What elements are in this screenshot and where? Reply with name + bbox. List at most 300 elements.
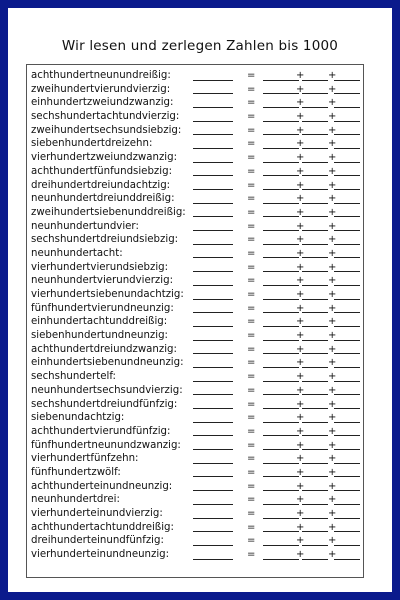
exercise-row [31, 137, 361, 151]
plus-sign: + [296, 316, 305, 328]
plus-sign: + [296, 371, 305, 383]
plus-sign: + [296, 357, 305, 369]
tens-blank[interactable] [302, 107, 328, 108]
plus-sign: + [328, 398, 337, 410]
equals-sign: = [247, 357, 256, 369]
exercise-row [31, 480, 361, 494]
answer-number-blank[interactable] [193, 285, 233, 286]
answer-number-blank[interactable] [193, 216, 233, 217]
equals-sign: = [247, 206, 256, 218]
hundreds-blank[interactable] [263, 244, 299, 245]
plus-sign: + [328, 193, 337, 205]
tens-blank[interactable] [302, 490, 328, 491]
hundreds-blank[interactable] [263, 93, 299, 94]
exercise-row [31, 124, 361, 138]
number-word: einhundertachtunddreißig: [31, 316, 168, 328]
exercise-row [31, 288, 361, 302]
tens-blank[interactable] [302, 257, 328, 258]
plus-sign: + [296, 508, 305, 519]
equals-sign: = [247, 494, 256, 506]
ones-blank[interactable] [334, 189, 360, 190]
tens-blank[interactable] [302, 203, 328, 204]
ones-blank[interactable] [334, 285, 360, 286]
hundreds-blank[interactable] [263, 107, 299, 108]
ones-blank[interactable] [334, 134, 360, 135]
ones-blank[interactable] [334, 203, 360, 204]
tens-blank[interactable] [302, 312, 328, 313]
ones-blank[interactable] [334, 518, 360, 519]
tens-blank[interactable] [302, 271, 328, 272]
plus-sign: + [328, 247, 337, 259]
hundreds-blank[interactable] [263, 422, 299, 423]
plus-sign: + [328, 343, 337, 355]
plus-sign: + [296, 466, 305, 478]
answer-number-blank[interactable] [193, 230, 233, 231]
hundreds-blank[interactable] [263, 312, 299, 313]
ones-blank[interactable] [334, 271, 360, 272]
equals-sign: = [247, 138, 256, 150]
plus-sign: + [296, 234, 305, 246]
tens-blank[interactable] [302, 449, 328, 450]
answer-number-blank[interactable] [193, 134, 233, 135]
ones-blank[interactable] [334, 504, 360, 505]
equals-sign: = [247, 275, 256, 287]
equals-sign: = [247, 302, 256, 314]
number-word: sechshundertachtundvierzig: [31, 111, 180, 123]
exercise-row [31, 343, 361, 357]
equals-sign: = [247, 508, 256, 519]
plus-sign: + [328, 83, 337, 95]
plus-sign: + [328, 289, 337, 300]
answer-number-blank[interactable] [193, 189, 233, 190]
exercise-row [31, 165, 361, 179]
answer-number-blank[interactable] [193, 381, 233, 382]
answer-number-blank[interactable] [193, 203, 233, 204]
tens-blank[interactable] [302, 463, 328, 464]
number-word: achthunderteinundneunzig: [31, 480, 173, 492]
plus-sign: + [296, 398, 305, 410]
plus-sign: + [296, 343, 305, 355]
tens-blank[interactable] [302, 148, 328, 149]
hundreds-blank[interactable] [263, 531, 299, 532]
answer-number-blank[interactable] [193, 408, 233, 409]
ones-blank[interactable] [334, 353, 360, 354]
number-word: vierhunderteinundneunzig: [31, 549, 170, 561]
equals-sign: = [247, 234, 256, 246]
number-word: achthundertachtunddreißig: [31, 521, 174, 533]
answer-number-blank[interactable] [193, 175, 233, 176]
equals-sign: = [247, 398, 256, 410]
plus-sign: + [328, 439, 337, 451]
exercise-row [31, 534, 361, 548]
plus-sign: + [296, 261, 305, 273]
plus-sign: + [328, 261, 337, 273]
plus-sign: + [296, 412, 305, 424]
plus-sign: + [296, 289, 305, 300]
hundreds-blank[interactable] [263, 162, 299, 163]
exercise-row [31, 192, 361, 206]
plus-sign: + [296, 275, 305, 287]
plus-sign: + [328, 220, 337, 232]
plus-sign: + [328, 480, 337, 492]
equals-sign: = [247, 453, 256, 465]
plus-sign: + [296, 330, 305, 342]
number-word: vierhundertzweiundzwanzig: [31, 152, 178, 164]
equals-sign: = [247, 289, 256, 300]
hundreds-blank[interactable] [263, 257, 299, 258]
exercise-row [31, 83, 361, 97]
exercise-row [31, 384, 361, 398]
number-word: achthundertdreiundzwanzig: [31, 343, 177, 355]
number-word: siebenhundertdreizehn: [31, 138, 153, 150]
number-word: sechshundertdreiundsiebzig: [31, 234, 179, 246]
answer-number-blank[interactable] [193, 490, 233, 491]
plus-sign: + [328, 357, 337, 369]
exercise-row [31, 151, 361, 165]
answer-number-blank[interactable] [193, 476, 233, 477]
hundreds-blank[interactable] [263, 326, 299, 327]
hundreds-blank[interactable] [263, 134, 299, 135]
tens-blank[interactable] [302, 559, 328, 560]
answer-number-blank[interactable] [193, 394, 233, 395]
exercise-box [26, 64, 364, 578]
answer-number-blank[interactable] [193, 340, 233, 341]
answer-number-blank[interactable] [193, 518, 233, 519]
plus-sign: + [328, 111, 337, 123]
hundreds-blank[interactable] [263, 230, 299, 231]
plus-sign: + [296, 425, 305, 437]
answer-number-blank[interactable] [193, 271, 233, 272]
equals-sign: = [247, 425, 256, 437]
ones-blank[interactable] [334, 326, 360, 327]
answer-number-blank[interactable] [193, 299, 233, 300]
hundreds-blank[interactable] [263, 340, 299, 341]
equals-sign: = [247, 97, 256, 109]
number-word: fünfhundertzwölf: [31, 466, 121, 478]
hundreds-blank[interactable] [263, 203, 299, 204]
number-word: fünfhundertvierundneunzig: [31, 302, 174, 314]
tens-blank[interactable] [302, 326, 328, 327]
hundreds-blank[interactable] [263, 394, 299, 395]
answer-number-blank[interactable] [193, 449, 233, 450]
tens-blank[interactable] [302, 230, 328, 231]
plus-sign: + [296, 97, 305, 109]
answer-number-blank[interactable] [193, 162, 233, 163]
tens-blank[interactable] [302, 435, 328, 436]
ones-blank[interactable] [334, 545, 360, 546]
plus-sign: + [296, 124, 305, 136]
plus-sign: + [328, 535, 337, 547]
plus-sign: + [296, 152, 305, 164]
ones-blank[interactable] [334, 175, 360, 176]
plus-sign: + [296, 494, 305, 506]
number-word: vierhundertfünfzehn: [31, 453, 139, 465]
ones-blank[interactable] [334, 463, 360, 464]
ones-blank[interactable] [334, 299, 360, 300]
ones-blank[interactable] [334, 490, 360, 491]
plus-sign: + [328, 152, 337, 164]
answer-number-blank[interactable] [193, 244, 233, 245]
equals-sign: = [247, 247, 256, 259]
plus-sign: + [296, 111, 305, 123]
plus-sign: + [296, 439, 305, 451]
tens-blank[interactable] [302, 93, 328, 94]
plus-sign: + [328, 70, 337, 81]
plus-sign: + [296, 302, 305, 314]
plus-sign: + [296, 138, 305, 150]
number-word: dreihunderteinundfünfzig: [31, 535, 164, 547]
exercise-row [31, 110, 361, 124]
answer-number-blank[interactable] [193, 121, 233, 122]
plus-sign: + [296, 535, 305, 547]
exercise-row [31, 329, 361, 343]
number-word: neunhundertdrei: [31, 494, 120, 506]
number-word: siebenhundertundneunzig: [31, 330, 168, 342]
tens-blank[interactable] [302, 394, 328, 395]
equals-sign: = [247, 70, 256, 81]
tens-blank[interactable] [302, 545, 328, 546]
plus-sign: + [296, 453, 305, 465]
hundreds-blank[interactable] [263, 148, 299, 149]
equals-sign: = [247, 343, 256, 355]
number-word: einhundertsiebenundneunzig: [31, 357, 184, 369]
hundreds-blank[interactable] [263, 216, 299, 217]
equals-sign: = [247, 480, 256, 492]
hundreds-blank[interactable] [263, 559, 299, 560]
ones-blank[interactable] [334, 449, 360, 450]
plus-sign: + [328, 384, 337, 396]
tens-blank[interactable] [302, 340, 328, 341]
ones-blank[interactable] [334, 216, 360, 217]
answer-number-blank[interactable] [193, 107, 233, 108]
exercise-row [31, 96, 361, 110]
tens-blank[interactable] [302, 422, 328, 423]
hundreds-blank[interactable] [263, 504, 299, 505]
answer-number-blank[interactable] [193, 545, 233, 546]
hundreds-blank[interactable] [263, 490, 299, 491]
hundreds-blank[interactable] [263, 285, 299, 286]
number-word: achthundertvierundfünfzig: [31, 425, 171, 437]
answer-number-blank[interactable] [193, 148, 233, 149]
answer-number-blank[interactable] [193, 422, 233, 423]
equals-sign: = [247, 466, 256, 478]
worksheet-title: Wir lesen und zerlegen Zahlen bis 1000 [61, 38, 339, 54]
tens-blank[interactable] [302, 244, 328, 245]
tens-blank[interactable] [302, 134, 328, 135]
number-word: zweihundertsiebenunddreißig: [31, 206, 186, 218]
equals-sign: = [247, 220, 256, 232]
ones-blank[interactable] [334, 394, 360, 395]
exercise-row [31, 315, 361, 329]
plus-sign: + [328, 165, 337, 177]
tens-blank[interactable] [302, 367, 328, 368]
plus-sign: + [328, 466, 337, 478]
answer-number-blank[interactable] [193, 504, 233, 505]
number-word: einhundertzweiundzwanzig: [31, 97, 174, 109]
exercise-row [31, 411, 361, 425]
answer-number-blank[interactable] [193, 353, 233, 354]
number-word: achthundertfünfundsiebzig: [31, 165, 172, 177]
tens-blank[interactable] [302, 285, 328, 286]
hundreds-blank[interactable] [263, 80, 299, 81]
plus-sign: + [328, 453, 337, 465]
plus-sign: + [296, 384, 305, 396]
equals-sign: = [247, 165, 256, 177]
number-word: neunhundertundvier: [31, 220, 139, 232]
hundreds-blank[interactable] [263, 175, 299, 176]
ones-blank[interactable] [334, 531, 360, 532]
number-word: siebenundachtzig: [31, 412, 125, 424]
exercise-row [31, 247, 361, 261]
tens-blank[interactable] [302, 531, 328, 532]
exercise-row [31, 425, 361, 439]
ones-blank[interactable] [334, 93, 360, 94]
tens-blank[interactable] [302, 504, 328, 505]
exercise-row [31, 493, 361, 507]
exercise-row [31, 179, 361, 193]
equals-sign: = [247, 371, 256, 383]
exercise-row [31, 466, 361, 480]
hundreds-blank[interactable] [263, 381, 299, 382]
hundreds-blank[interactable] [263, 353, 299, 354]
hundreds-blank[interactable] [263, 435, 299, 436]
hundreds-blank[interactable] [263, 408, 299, 409]
number-word: fünfhundertneunundzwanzig: [31, 439, 181, 451]
hundreds-blank[interactable] [263, 545, 299, 546]
tens-blank[interactable] [302, 353, 328, 354]
tens-blank[interactable] [302, 216, 328, 217]
ones-blank[interactable] [334, 80, 360, 81]
ones-blank[interactable] [334, 107, 360, 108]
hundreds-blank[interactable] [263, 121, 299, 122]
ones-blank[interactable] [334, 244, 360, 245]
answer-number-blank[interactable] [193, 367, 233, 368]
exercise-row [31, 206, 361, 220]
answer-number-blank[interactable] [193, 559, 233, 560]
ones-blank[interactable] [334, 408, 360, 409]
plus-sign: + [296, 480, 305, 492]
ones-blank[interactable] [334, 435, 360, 436]
ones-blank[interactable] [334, 476, 360, 477]
tens-blank[interactable] [302, 518, 328, 519]
answer-number-blank[interactable] [193, 531, 233, 532]
tens-blank[interactable] [302, 299, 328, 300]
ones-blank[interactable] [334, 257, 360, 258]
answer-number-blank[interactable] [193, 312, 233, 313]
ones-blank[interactable] [334, 148, 360, 149]
equals-sign: = [247, 83, 256, 95]
tens-blank[interactable] [302, 162, 328, 163]
plus-sign: + [328, 97, 337, 109]
exercise-row [31, 507, 361, 521]
number-word: neunhundertacht: [31, 247, 123, 259]
answer-number-blank[interactable] [193, 463, 233, 464]
plus-sign: + [296, 193, 305, 205]
ones-blank[interactable] [334, 367, 360, 368]
number-word: zweihundertsechsundsiebzig: [31, 124, 182, 136]
plus-sign: + [328, 508, 337, 519]
answer-number-blank[interactable] [193, 80, 233, 81]
plus-sign: + [328, 371, 337, 383]
worksheet-page [8, 8, 392, 592]
number-word: vierhunderteinundvierzig: [31, 508, 163, 519]
number-word: neunhundertsechsundvierzig: [31, 384, 183, 396]
number-word: sechshundertelf: [31, 371, 116, 383]
ones-blank[interactable] [334, 121, 360, 122]
equals-sign: = [247, 111, 256, 123]
plus-sign: + [328, 179, 337, 191]
tens-blank[interactable] [302, 381, 328, 382]
exercise-row [31, 261, 361, 275]
hundreds-blank[interactable] [263, 463, 299, 464]
tens-blank[interactable] [302, 408, 328, 409]
ones-blank[interactable] [334, 162, 360, 163]
plus-sign: + [328, 316, 337, 328]
equals-sign: = [247, 261, 256, 273]
hundreds-blank[interactable] [263, 271, 299, 272]
plus-sign: + [328, 425, 337, 437]
number-word: neunhundertvierundvierzig: [31, 275, 174, 287]
equals-sign: = [247, 439, 256, 451]
exercise-row [31, 452, 361, 466]
tens-blank[interactable] [302, 476, 328, 477]
answer-number-blank[interactable] [193, 326, 233, 327]
plus-sign: + [328, 138, 337, 150]
equals-sign: = [247, 124, 256, 136]
hundreds-blank[interactable] [263, 189, 299, 190]
ones-blank[interactable] [334, 230, 360, 231]
exercise-row [31, 548, 361, 562]
tens-blank[interactable] [302, 121, 328, 122]
plus-sign: + [296, 179, 305, 191]
tens-blank[interactable] [302, 189, 328, 190]
exercise-row [31, 69, 361, 83]
plus-sign: + [296, 220, 305, 232]
hundreds-blank[interactable] [263, 449, 299, 450]
number-word: dreihundertdreiundachtzig: [31, 179, 171, 191]
plus-sign: + [296, 83, 305, 95]
plus-sign: + [328, 549, 337, 561]
answer-number-blank[interactable] [193, 93, 233, 94]
ones-blank[interactable] [334, 422, 360, 423]
plus-sign: + [328, 275, 337, 287]
answer-number-blank[interactable] [193, 435, 233, 436]
ones-blank[interactable] [334, 559, 360, 560]
plus-sign: + [296, 70, 305, 81]
ones-blank[interactable] [334, 340, 360, 341]
answer-number-blank[interactable] [193, 257, 233, 258]
hundreds-blank[interactable] [263, 299, 299, 300]
plus-sign: + [328, 494, 337, 506]
exercise-rows [31, 69, 361, 562]
ones-blank[interactable] [334, 312, 360, 313]
exercise-row [31, 274, 361, 288]
plus-sign: + [328, 124, 337, 136]
number-word: vierhundertsiebenundachtzig: [31, 289, 184, 300]
plus-sign: + [296, 247, 305, 259]
equals-sign: = [247, 316, 256, 328]
hundreds-blank[interactable] [263, 367, 299, 368]
tens-blank[interactable] [302, 80, 328, 81]
equals-sign: = [247, 330, 256, 342]
hundreds-blank[interactable] [263, 476, 299, 477]
plus-sign: + [328, 302, 337, 314]
tens-blank[interactable] [302, 175, 328, 176]
ones-blank[interactable] [334, 381, 360, 382]
number-word: vierhundertvierundsiebzig: [31, 261, 169, 273]
equals-sign: = [247, 179, 256, 191]
hundreds-blank[interactable] [263, 518, 299, 519]
